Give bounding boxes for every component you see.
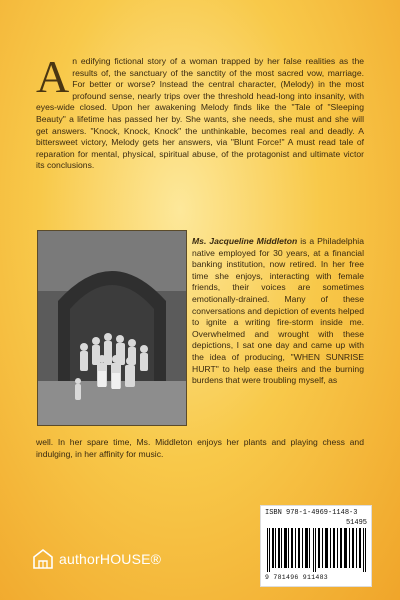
author-name: Ms. Jacqueline Middleton <box>192 236 298 246</box>
house-icon <box>32 548 54 570</box>
publisher-name: authorHOUSE® <box>59 551 162 567</box>
drop-cap: A <box>36 51 70 102</box>
author-bio-continued: well. In her spare time, Ms. Middleton enjoys her plants and playing chess and indulging, in her affinity for music. <box>36 437 364 459</box>
blurb-text: n edifying fictional story of a woman trapped by her false realities as the results of, the sanctuary of the sanctity of the most sacred vow, marriage. For better or worse? Instead the central character, (Melody) in the most profound sense, nearly trips over the threshold head-long into insanity, with eyes-wide closed. Upon her awakening Melody finds like the "Tale of "Sleeping Beauty" a lifetime has passed her by. She wants, she needs, she must and she will get answers. "Knock, Knock, Knock" the unthinkable, becomes real and deadly. A bittersweet victory, Melody gets her answers, via "Blunt Force!" A must read tale of reparation for mental, physical, spiritual abuse, of the protagonist and ultimate victor its conclusions. <box>36 56 364 171</box>
isbn-barcode <box>260 505 372 587</box>
author-bio-text: is a Philadelphia native employed for 30 years, at a financial banking institution, now retired. In her free time she enjoys, interacting with female friends, their voices are sometimes emotionally-drained. Many of these conversations and depiction of events helped to ignite a writing fire-storm inside me. Overwhelmed and wrought with these depictions, I sat one day and came up with the idea of producing, "WHEN SUNRISE HURT" to help ease theirs and the burning burdens that were troubling myself, as <box>192 236 364 386</box>
price-code: 51495 <box>345 519 367 527</box>
author-bio <box>192 236 364 387</box>
barcode-digits: 9 781496 911483 <box>265 574 329 581</box>
book-blurb <box>36 51 364 172</box>
author-vintage-photo <box>37 230 187 426</box>
publisher-logo <box>32 548 161 570</box>
isbn-number: ISBN 978-1-4969-1148-3 <box>265 509 358 517</box>
barcode-bars <box>265 528 367 572</box>
